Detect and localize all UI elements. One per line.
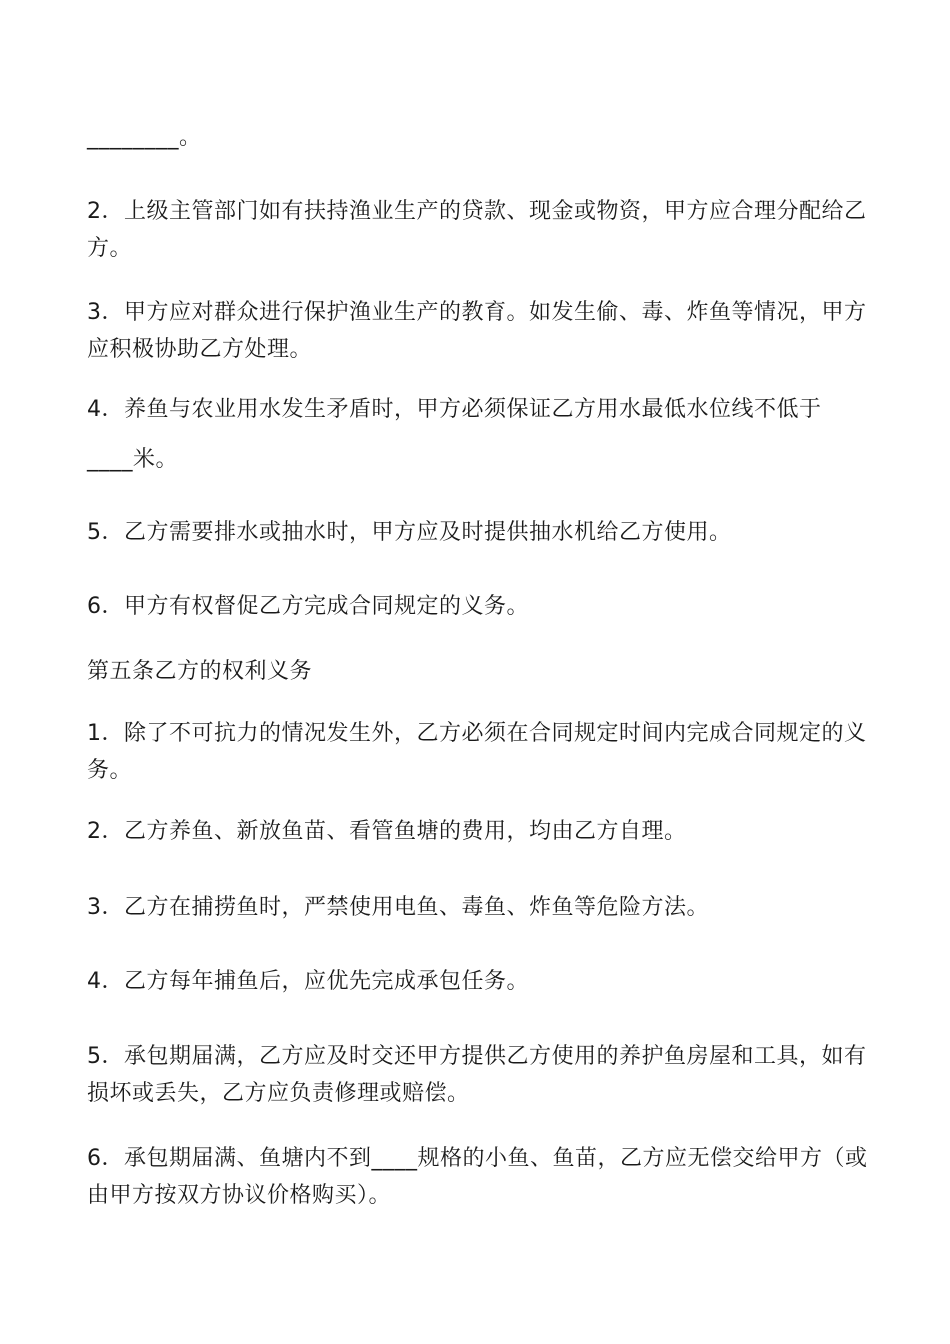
- clause-5-4: 4．乙方每年捕鱼后，应优先完成承包任务。: [87, 969, 529, 994]
- clause-4-4-line1: 4．养鱼与农业用水发生矛盾时，甲方必须保证乙方用水最低水位线不低于: [87, 397, 822, 422]
- clause-4-6: 6．甲方有权督促乙方完成合同规定的义务。: [87, 594, 529, 619]
- article-5-heading: 第五条乙方的权利义务: [87, 659, 313, 684]
- clause-5-2: 2．乙方养鱼、新放鱼苗、看管鱼塘的费用，均由乙方自理。: [87, 819, 687, 844]
- clause-5-3: 3．乙方在捕捞鱼时，严禁使用电鱼、毒鱼、炸鱼等危险方法。: [87, 895, 709, 920]
- clause-4-5: 5．乙方需要排水或抽水时，甲方应及时提供抽水机给乙方使用。: [87, 520, 732, 545]
- continuation-line: ________。: [87, 125, 202, 150]
- clause-4-4-line2: ____米。: [87, 447, 179, 472]
- clause-5-6: 6．承包期届满、鱼塘内不到____规格的小鱼、鱼苗，乙方应无偿交给甲方（或由甲方按双方协议价格购买）。: [87, 1146, 868, 1208]
- clause-4-3: 3．甲方应对群众进行保护渔业生产的教育。如发生偷、毒、炸鱼等情况，甲方应积极协助乙方处理。: [87, 300, 867, 362]
- clause-4-2: 2．上级主管部门如有扶持渔业生产的贷款、现金或物资，甲方应合理分配给乙方。: [87, 199, 867, 261]
- clause-5-1: 1．除了不可抗力的情况发生外，乙方必须在合同规定时间内完成合同规定的义务。: [87, 721, 867, 783]
- clause-5-5: 5．承包期届满，乙方应及时交还甲方提供乙方使用的养护鱼房屋和工具，如有损坏或丢失，乙方应负责修理或赔偿。: [87, 1044, 867, 1106]
